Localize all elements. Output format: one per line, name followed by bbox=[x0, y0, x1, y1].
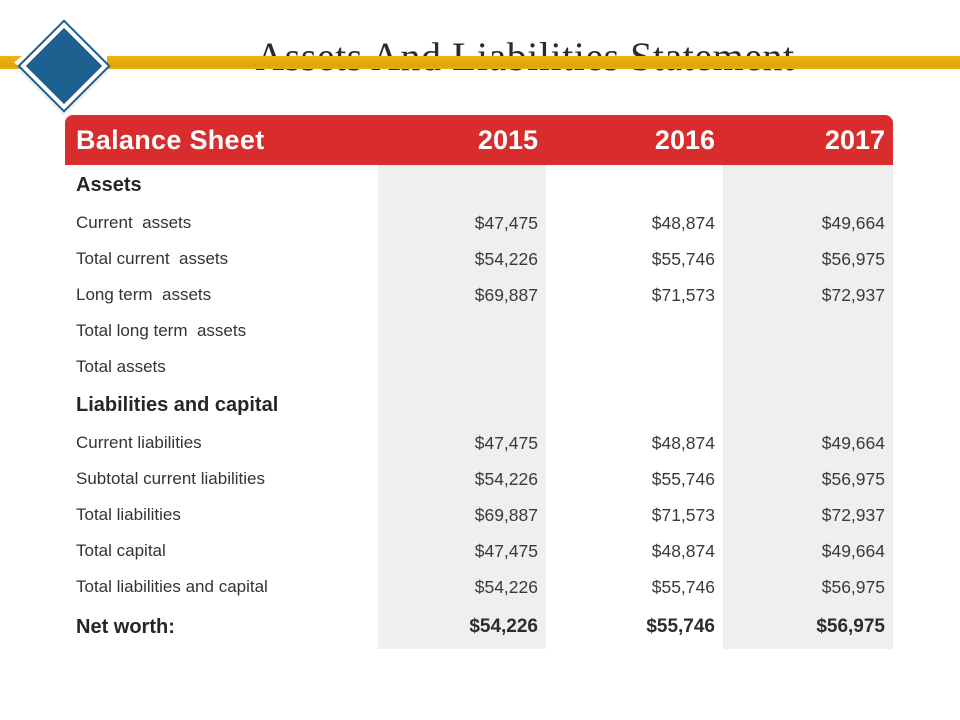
row-label: Current liabilities bbox=[76, 433, 202, 452]
table-row-net-worth bbox=[65, 605, 893, 649]
row-value bbox=[546, 349, 723, 385]
row-value: $72,937 bbox=[723, 277, 893, 313]
row-value: $72,937 bbox=[723, 497, 893, 533]
row-label: Liabilities and capital bbox=[76, 393, 279, 416]
table-row-current-liabilities bbox=[65, 425, 893, 461]
row-label: Subtotal current liabilities bbox=[76, 469, 265, 488]
row-label: Long term assets bbox=[76, 285, 212, 304]
table-row-total-capital bbox=[65, 533, 893, 569]
table-row-current-assets bbox=[65, 205, 893, 241]
row-value: $56,975 bbox=[723, 569, 893, 605]
row-value: $54,226 bbox=[378, 241, 546, 277]
row-value bbox=[723, 385, 893, 425]
row-value: $56,975 bbox=[723, 461, 893, 497]
table-body bbox=[65, 165, 893, 649]
row-value: $55,746 bbox=[546, 569, 723, 605]
row-value bbox=[378, 313, 546, 349]
row-value: $47,475 bbox=[378, 205, 546, 241]
table-row-total-current-assets bbox=[65, 241, 893, 277]
table-row-total-liabilities-and-capital bbox=[65, 569, 893, 605]
row-value: $49,664 bbox=[723, 425, 893, 461]
row-value bbox=[378, 165, 546, 205]
section-row-assets bbox=[65, 165, 893, 205]
row-value bbox=[546, 385, 723, 425]
ribbon-right-segment bbox=[107, 56, 960, 69]
row-label: Total liabilities bbox=[76, 505, 181, 524]
row-value bbox=[546, 313, 723, 349]
table-header-row bbox=[65, 115, 893, 165]
column-header-2015: 2015 bbox=[477, 124, 538, 155]
row-value: $54,226 bbox=[378, 461, 546, 497]
diamond-icon-fill bbox=[26, 28, 102, 104]
row-value: $48,874 bbox=[546, 533, 723, 569]
row-value: $49,664 bbox=[723, 533, 893, 569]
row-value: $48,874 bbox=[546, 425, 723, 461]
row-label: Net worth: bbox=[76, 615, 175, 638]
row-value bbox=[378, 385, 546, 425]
row-label: Assets bbox=[76, 173, 142, 196]
row-label: Total assets bbox=[76, 357, 166, 376]
table-row-total-liabilities bbox=[65, 497, 893, 533]
diamond-icon bbox=[17, 19, 110, 112]
row-value: $47,475 bbox=[378, 425, 546, 461]
row-label: Total liabilities and capital bbox=[76, 577, 268, 596]
row-value: $55,746 bbox=[546, 461, 723, 497]
row-label: Total current assets bbox=[76, 249, 229, 268]
row-value: $56,975 bbox=[723, 241, 893, 277]
row-value: $49,664 bbox=[723, 205, 893, 241]
row-value: $69,887 bbox=[378, 277, 546, 313]
row-value: $71,573 bbox=[546, 277, 723, 313]
row-label: Current assets bbox=[76, 213, 192, 232]
table-row-total-assets bbox=[65, 349, 893, 385]
row-value: $54,226 bbox=[378, 605, 546, 649]
row-value bbox=[723, 313, 893, 349]
row-value: $56,975 bbox=[723, 605, 893, 649]
column-header-2017: 2017 bbox=[824, 124, 885, 155]
row-value: $48,874 bbox=[546, 205, 723, 241]
row-value bbox=[723, 349, 893, 385]
balance-sheet-table bbox=[65, 115, 893, 649]
table-row-total-long-term-assets bbox=[65, 313, 893, 349]
table-row-subtotal-current-liabilities bbox=[65, 461, 893, 497]
row-value bbox=[546, 165, 723, 205]
row-label: Total long term assets bbox=[76, 321, 247, 340]
row-label: Total capital bbox=[76, 541, 166, 560]
row-value: $71,573 bbox=[546, 497, 723, 533]
column-header-2016: 2016 bbox=[654, 124, 715, 155]
row-value: $55,746 bbox=[546, 605, 723, 649]
table-header-title: Balance Sheet bbox=[76, 124, 265, 155]
row-value: $47,475 bbox=[378, 533, 546, 569]
row-value bbox=[378, 349, 546, 385]
row-value bbox=[723, 165, 893, 205]
row-value: $54,226 bbox=[378, 569, 546, 605]
row-value: $69,887 bbox=[378, 497, 546, 533]
table-row-long-term-assets bbox=[65, 277, 893, 313]
row-value: $55,746 bbox=[546, 241, 723, 277]
section-row-liabilities-and-capital bbox=[65, 385, 893, 425]
